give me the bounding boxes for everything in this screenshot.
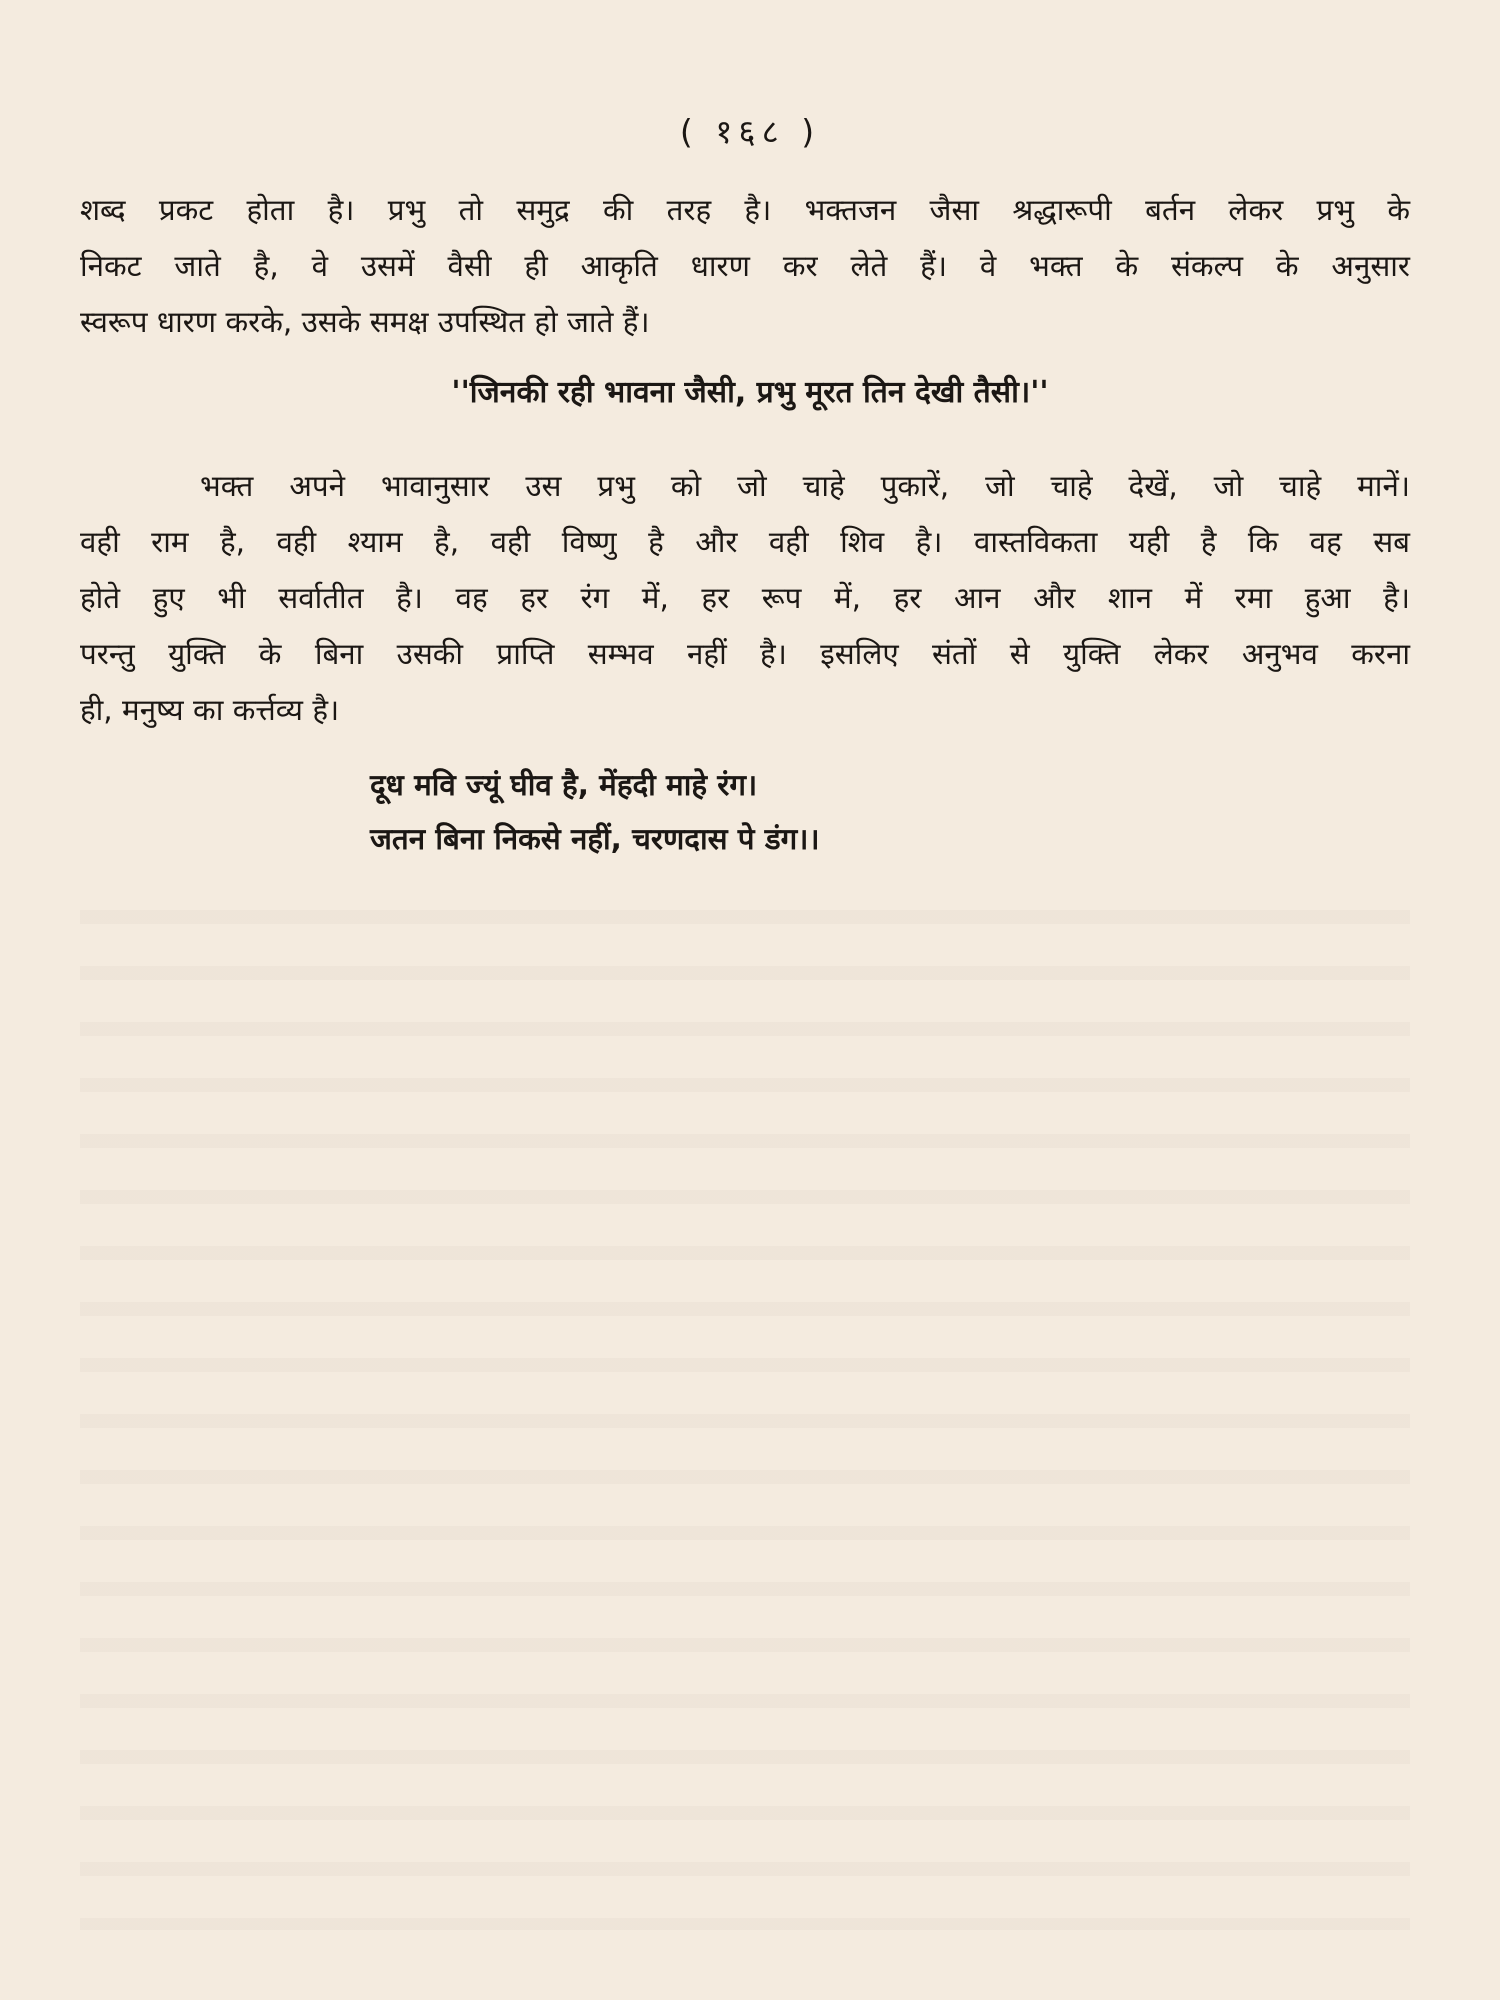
paragraph-line: होते हुए भी सर्वातीत है। वह हर रंग में, हर रूप में, हर आन और शान में रमा हुआ है। xyxy=(80,581,1410,615)
paragraph-line: स्वरूप धारण करके, उसके समक्ष उपस्थित हो जाते हैं। xyxy=(80,305,650,339)
paragraph-2 xyxy=(80,458,1410,738)
verse-couplet xyxy=(370,758,820,866)
paragraph-line: शब्द प्रकट होता है। प्रभु तो समुद्र की तरह है। भक्तजन जैसा श्रद्धारूपी बर्तन लेकर प्रभु के xyxy=(80,193,1410,227)
page-number: ( १६८ ) xyxy=(679,112,821,151)
quote-line: ''जिनकी रही भावना जैसी, प्रभु मूरत तिन देखी तैसी।'' xyxy=(451,375,1049,410)
verse-line-1: दूध मवि ज्यूं घीव है, मेंहदी माहे रंग। xyxy=(370,768,758,802)
paragraph-line: ही, मनुष्य का कर्त्तव्य है। xyxy=(80,693,340,727)
paragraph-line: वही राम है, वही श्याम है, वही विष्णु है और वही शिव है। वास्तविकता यही है कि वह सब xyxy=(80,525,1410,559)
paragraph-line: परन्तु युक्ति के बिना उसकी प्राप्ति सम्भव नहीं है। इसलिए संतों से युक्ति लेकर अनुभव करना xyxy=(80,637,1410,671)
paragraph-1 xyxy=(80,182,1410,350)
verse-line-2: जतन बिना निकसे नहीं, चरणदास पे डंग।। xyxy=(370,822,820,856)
paragraph-line: निकट जाते है, वे उसमें वैसी ही आकृति धारण कर लेते हैं। वे भक्त के संकल्प के अनुसार xyxy=(80,249,1410,283)
bleed-through-texture xyxy=(80,880,1410,1930)
paragraph-line: भक्त अपने भावानुसार उस प्रभु को जो चाहे पुकारें, जो चाहे देखें, जो चाहे मानें। xyxy=(200,469,1410,503)
